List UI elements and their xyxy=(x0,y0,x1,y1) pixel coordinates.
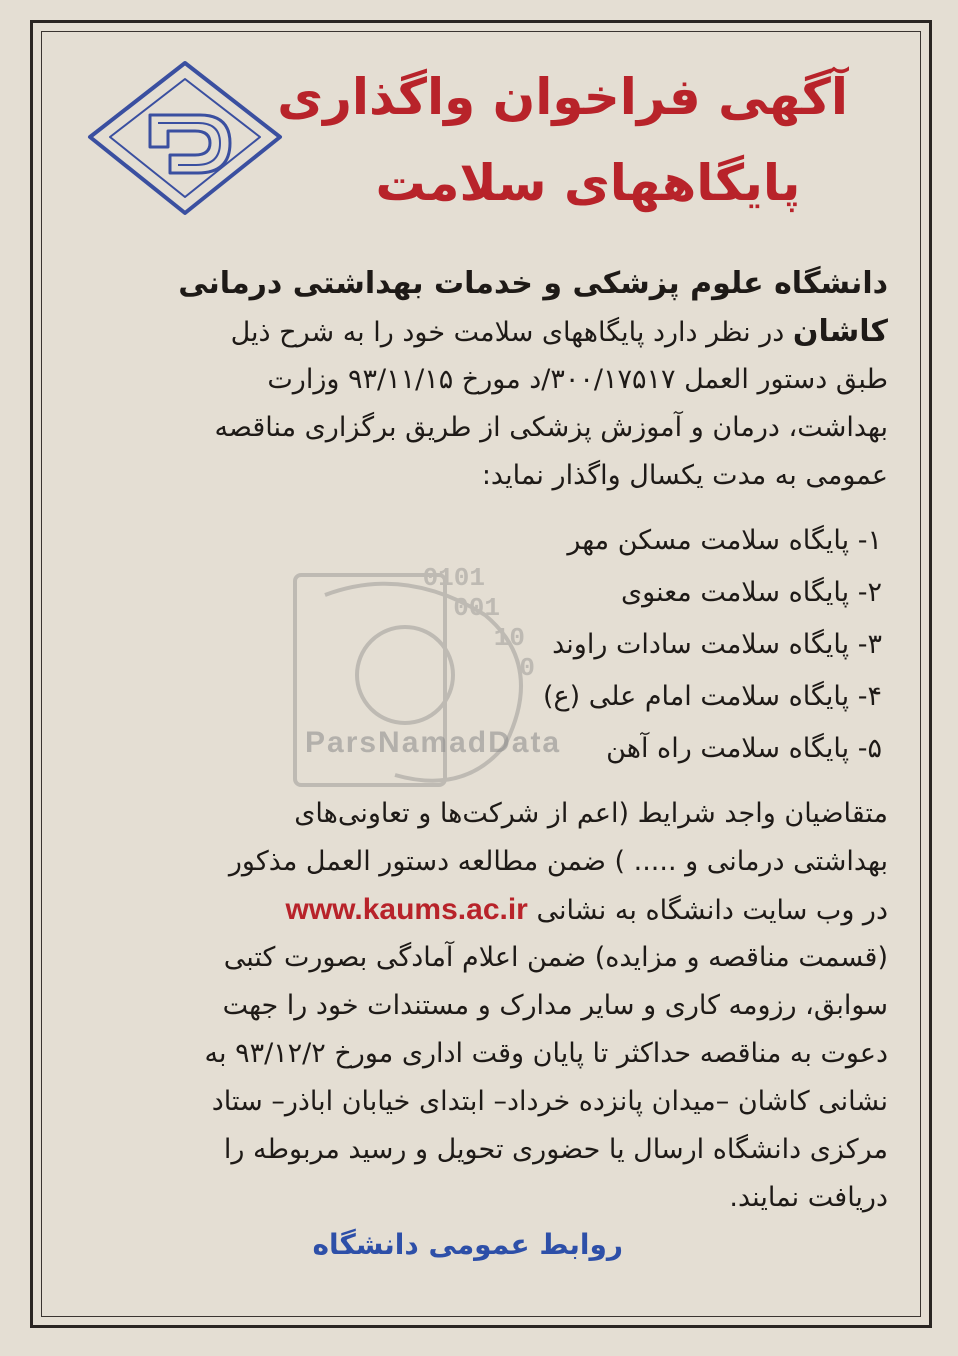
intro-line-2-text: در نظر دارد پایگاههای سلامت خود را به شرح ذیل xyxy=(230,317,793,348)
details-line-2: بهداشتی درمانی و ..... ) ضمن مطالعه دستور العمل مذکور xyxy=(228,846,888,877)
watermark-binary-1: 0101 xyxy=(422,563,485,593)
details-line-3-text: در وب سایت دانشگاه به نشانی xyxy=(527,895,888,926)
list-item: ۵- پایگاه سلامت راه آهن xyxy=(606,733,882,764)
intro-line-5: عمومی به مدت یکسال واگذار نماید: xyxy=(481,460,888,491)
details-paragraph xyxy=(68,790,888,1222)
list-item: ۳- پایگاه سلامت سادات راوند xyxy=(552,629,882,660)
announcement-title-line1: آگهی فراخوان واگذاری xyxy=(277,68,848,126)
details-line-3 xyxy=(68,886,888,934)
public-relations-signature: روابط عمومی دانشگاه xyxy=(312,1228,623,1261)
details-line-5: سوابق، رزومه کاری و سایر مدارک و مستندات خود را جهت xyxy=(222,990,888,1021)
intro-paragraph xyxy=(68,260,888,500)
details-line-8: مرکزی دانشگاه ارسال یا حضوری تحویل و رسید مربوطه را xyxy=(223,1134,888,1165)
details-line-4: (قسمت مناقصه و مزایده) ضمن اعلام آمادگی بصورت کتبی xyxy=(223,942,888,973)
intro-line-3: طبق دستور العمل ۳۰۰/۱۷۵۱۷/د مورخ ۹۳/۱۱/۱۵ وزارت xyxy=(267,364,888,395)
intro-line-4: بهداشت، درمان و آموزش پزشکی از طریق برگزاری مناقصه xyxy=(214,412,888,443)
list-item: ۱- پایگاه سلامت مسکن مهر xyxy=(567,525,882,556)
details-line-6: دعوت به مناقصه حداکثر تا پایان وقت اداری مورخ ۹۳/۱۲/۲ به xyxy=(204,1038,888,1069)
city-name: کاشان xyxy=(792,314,888,349)
website-link[interactable]: www.kaums.ac.ir xyxy=(285,893,528,926)
watermark-binary-2: 001 xyxy=(453,593,500,623)
list-item: ۴- پایگاه سلامت امام علی (ع) xyxy=(542,681,882,712)
intro-line-2 xyxy=(68,308,888,356)
details-line-7: نشانی کاشان –میدان پانزده خرداد– ابتدای خیابان اباذر– ستاد xyxy=(211,1086,888,1117)
announcement-title-line2: پایگاههای سلامت xyxy=(375,154,801,212)
watermark-binary-4: 0 xyxy=(519,653,535,683)
health-bases-list xyxy=(322,515,882,775)
list-item: ۲- پایگاه سلامت معنوی xyxy=(621,577,882,608)
university-logo-icon xyxy=(80,55,290,220)
watermark-brand: ParsNamadData xyxy=(305,726,562,759)
university-name: دانشگاه علوم پزشکی و خدمات بهداشتی درمانی xyxy=(178,266,888,301)
details-line-1: متقاضیان واجد شرایط (اعم از شرکت‌ها و تعاونی‌های xyxy=(294,798,888,829)
details-line-9: دریافت نمایند. xyxy=(729,1182,888,1213)
watermark-binary-3: 10 xyxy=(493,623,525,653)
